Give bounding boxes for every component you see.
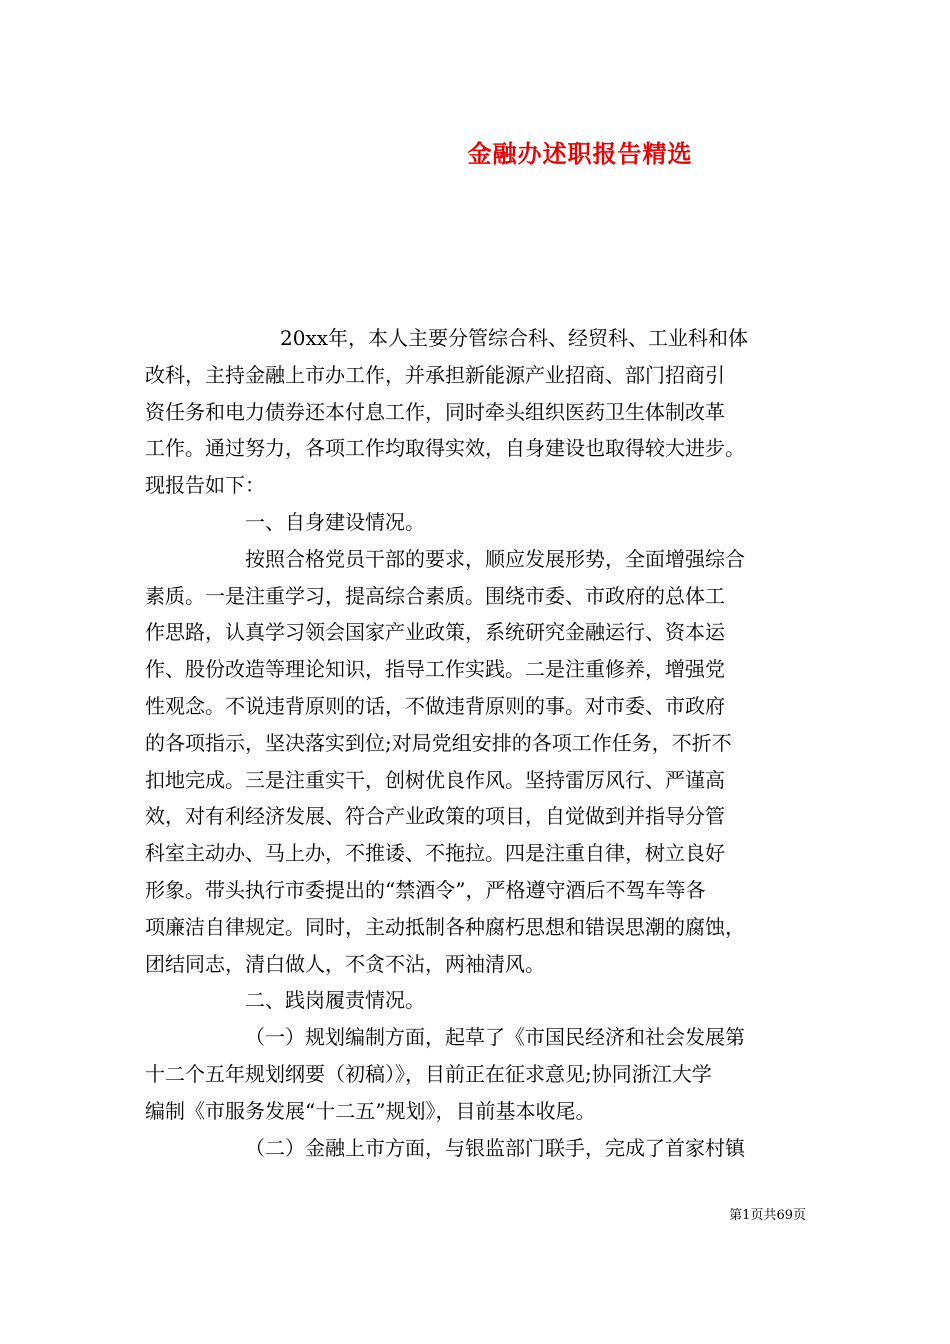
body-line: 二、践岗履责情况。 (245, 988, 425, 1013)
body-line: 科室主动办、马上办，不推诿、不拖拉。四是注重自律，树立良好 (145, 841, 725, 866)
body-line: 工作。通过努力，各项工作均取得实效，自身建设也取得较大进步。 (145, 436, 745, 461)
body-line: （一）规划编制方面，起草了《市国民经济和社会发展第 (245, 1025, 745, 1050)
body-line: 改科，主持金融上市办工作，并承担新能源产业招商、部门招商引 (145, 362, 725, 387)
document-body (145, 320, 825, 1166)
body-line: 的各项指示，坚决落实到位;对局党组安排的各项工作任务，不折不 (145, 730, 732, 755)
body-line: 20xx年，本人主要分管综合科、经贸科、工业科和体 (280, 326, 749, 350)
body-line: 素质。一是注重学习，提高综合素质。围绕市委、市政府的总体工 (145, 583, 725, 608)
body-line: 作思路，认真学习领会国家产业政策，系统研究金融运行、资本运 (145, 620, 725, 645)
document-title: 金融办述职报告精选 (467, 139, 693, 168)
body-line: 团结同志，清白做人，不贪不沾，两袖清风。 (145, 951, 545, 976)
body-line: 项廉洁自律规定。同时，主动抵制各种腐朽思想和错误思潮的腐蚀， (145, 914, 745, 939)
body-line: 资任务和电力债券还本付息工作，同时牵头组织医药卫生体制改革 (145, 399, 725, 424)
body-line: 一、自身建设情况。 (245, 509, 425, 534)
body-line: 现报告如下： (145, 473, 265, 498)
page-footer: 第1页共69页 (729, 1208, 806, 1223)
body-line: 性观念。不说违背原则的话，不做违背原则的事。对市委、市政府 (145, 693, 725, 718)
body-line: 扣地完成。三是注重实干，创树优良作风。坚持雷厉风行、严谨高 (145, 767, 725, 792)
body-line: 效，对有利经济发展、符合产业政策的项目，自觉做到并指导分管 (145, 804, 725, 829)
body-line: 十二个五年规划纲要（初稿）》，目前正在征求意见;协同浙江大学 (145, 1061, 712, 1086)
body-line: 作、股份改造等理论知识，指导工作实践。二是注重修养，增强党 (145, 657, 725, 682)
body-line: 按照合格党员干部的要求，顺应发展形势，全面增强综合 (245, 546, 745, 571)
body-line: （二）金融上市方面，与银监部门联手，完成了首家村镇 (245, 1135, 745, 1160)
body-line: 形象。带头执行市委提出的“禁酒令”，严格遵守酒后不驾车等各 (145, 877, 706, 902)
body-line: 编制《市服务发展“十二五”规划》，目前基本收尾。 (145, 1098, 596, 1123)
